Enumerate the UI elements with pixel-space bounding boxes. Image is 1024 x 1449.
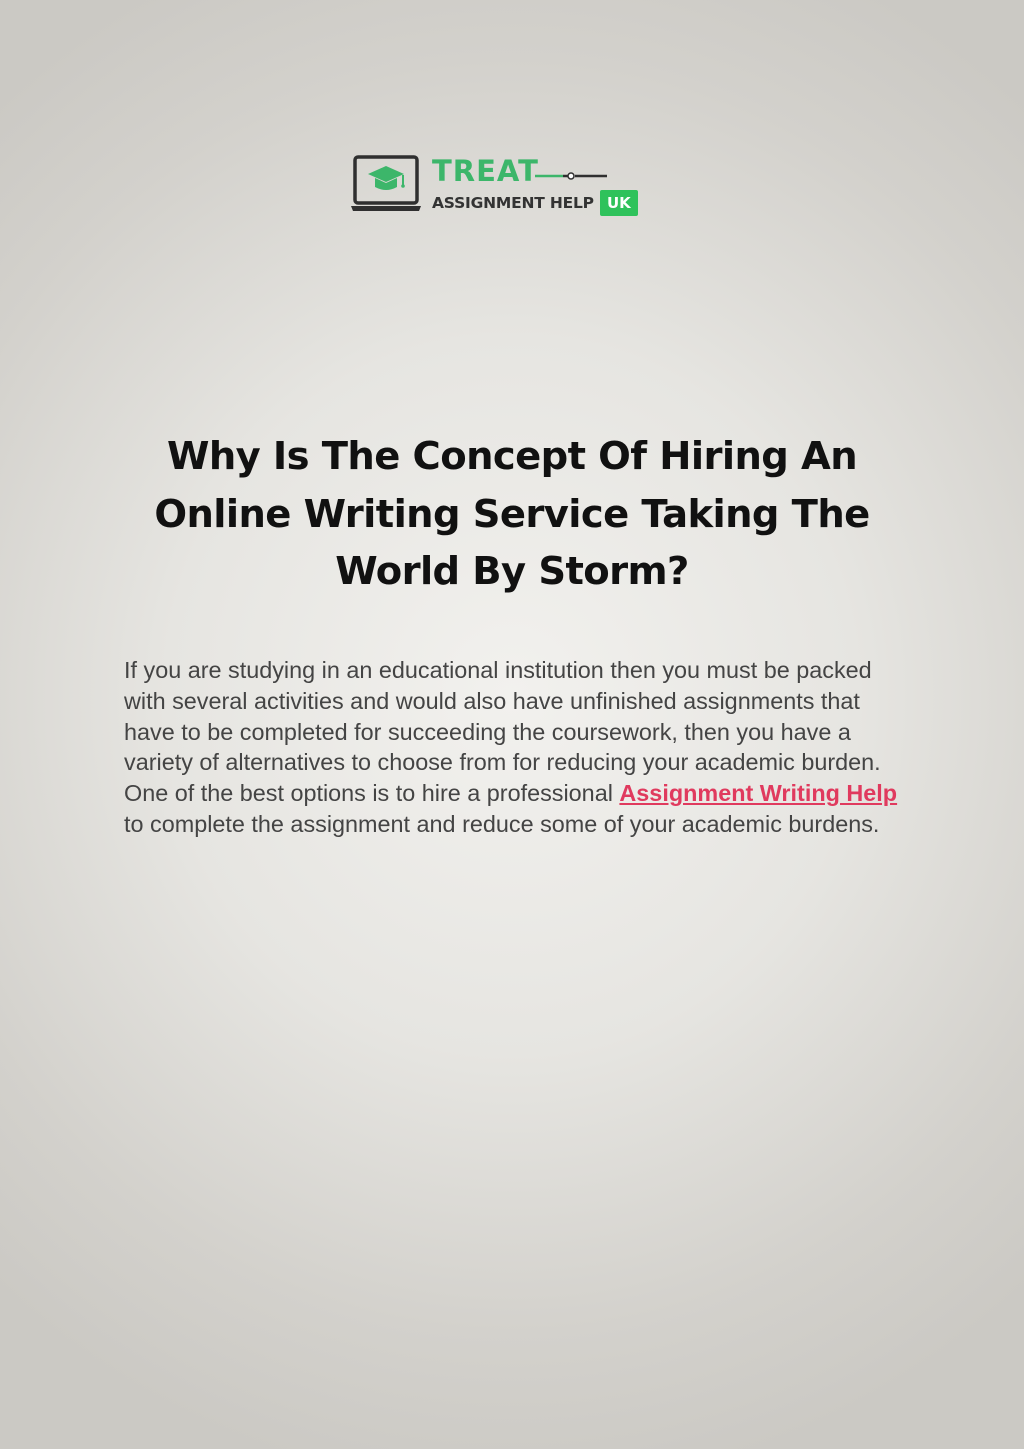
assignment-writing-help-link[interactable]: Assignment Writing Help (619, 780, 898, 807)
brand-name: TREAT (432, 154, 539, 188)
brand-decorative-line (535, 170, 607, 182)
country-badge: UK (600, 190, 638, 216)
paragraph-text-after-link: to complete the assignment and reduce some of your academic burdens. (124, 810, 880, 837)
laptop-graduation-cap-icon (350, 154, 422, 214)
article-paragraph (124, 655, 904, 840)
brand-subtitle: ASSIGNMENT HELP (432, 194, 594, 212)
brand-logo (350, 154, 660, 218)
article-title: Why Is The Concept Of Hiring An Online Writing Service Taking The World By Storm? (154, 434, 870, 594)
paragraph-text-before-link: If you are studying in an educational institution then you must be packed with several activities and would also have unfinished assignments that have to be completed for succeeding the coursework, then you have a variety of alternatives to choose from for reducing your academic burden. One of the best options is to hire a professional (124, 657, 881, 807)
